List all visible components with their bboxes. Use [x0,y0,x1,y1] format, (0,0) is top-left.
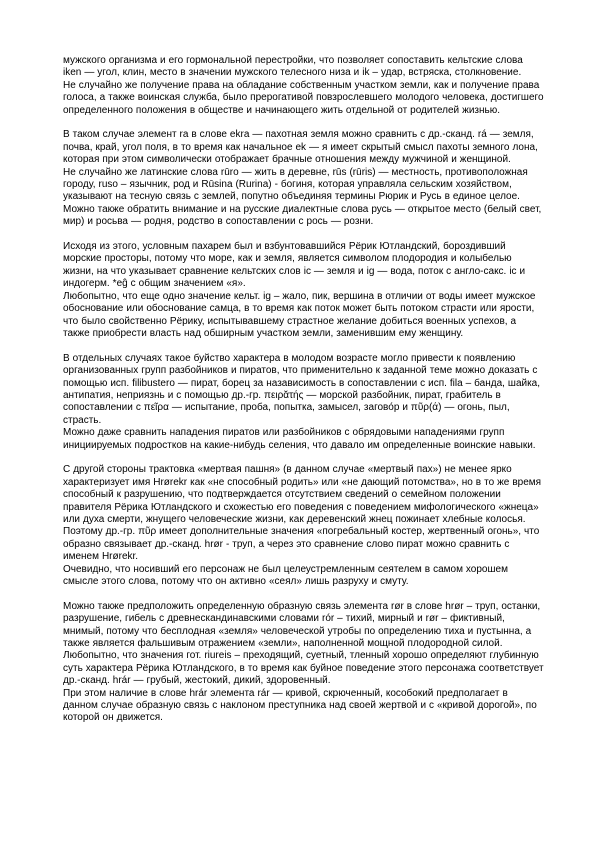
text-block-3 [63,241,544,340]
paragraph: Не случайно же латинские слова rūro — жить в деревне, rūs (rūris) — местность, противоположная городу, ruso – язычник, род и Rūsina (Rurina) - богиня, которая управляла сельским хозяйством, указывают на тесную связь с землей, попутно объединяя термины Рюрик и Русь в единое целое. [63,166,528,203]
paragraph: Исходя из этого, условным пахарем был и взбунтовавшийся Рёрик Ютландский, бороздивший морские просторы, потому что море, как и земля, является символом плодородия и колыбелью жизни, на что указывает сравнение кельтских слов ic — земля и ig — вода, поток с англо-сакс. ic и индогерм. *eĝ с общим значением «я». [63,241,526,290]
paragraph: Можно также обратить внимание и на русские диалектные слова русь — открытое место (белый свет, мир) и росьва — родня, родство в сопоставлении с рось — розни. [63,203,542,228]
paragraph: В таком случае элемент ra в слове ekra — пахотная земля можно сравнить с др.-сканд. rá — земля, почва, край, угол поля, в то время как начальное ek — я имеет скрытый смысл пахоты земного лона, которая при этом символически отображает брачные отношения между мужчиной и женщиной. [63,129,538,166]
paragraph: мужского организма и его гормональной перестройки, что позволяет сопоставить кельтские слова iken — угол, клин, место в значении мужского телесного низа и ik – удар, встряска, столкновение. [63,55,523,79]
paragraph: Очевидно, что носивший его персонаж не был целеустремленным сеятелем в самом хорошем смысле этого слова, потому что он активно «сеял» лишь разруху и смуту. [63,563,508,587]
text-block-6 [63,601,544,725]
text-block-2 [63,129,544,228]
paragraph: Не случайно же получение права на обладание собственным участком земли, как и получение права голоса, а также воинская служба, было прерогативой повзрослевшего молодого человека, достигшего определенного положения в обществе и начинающего жить отдельной от родителей жизнью. [63,79,544,116]
paragraph: Можно также предположить определенную образную связь элемента rør в слове hrør – труп, останки, разрушение, гибель с древнескандинавскими словами rór – тихий, мирный и rør – фиктивный, мнимый, потому что бесплодная «земля» человеческой утробы по определению тиха и пустынна, а также является фальшивым отражением «земли», наполненной мощной плодородной силой. [63,600,541,650]
text-block-5 [63,464,544,588]
paragraph: Можно даже сравнить нападения пиратов или разбойников с обрядовыми нападениями групп инициируемых подростков на какие-нибудь селения, что давало им определенные воинские навыки. [63,427,536,451]
paragraph: Поэтому др.-гр. πῦρ имеет дополнительные значения «погребальный костер, жертвенный огонь», что образно связывает др.-сканд. hrør - труп, а через это сравнение слово пират можно сравнить с именем Hrørekr. [63,526,540,563]
paragraph: В отдельных случаях такое буйство характера в молодом возрасте могло привести к появлению организованных групп разбойников и пиратов, что применительно к заданной теме можно доказать с помощью исп. filibustero — пират, борец за назависимость в сопоставлении с исп. fila – банда, шайка, антипатия, неприязнь и с помощью др.-гр. πειρᾰτής — морской разбойник, пират, грабитель в сопоставлении с πεῖρα — испытание, проба, попытка, замысел, загово́р и πῦρ(ά) — огонь, пыл, страсть. [63,352,541,426]
paragraph: При этом наличие в слове hrár элемента rár — кривой, скрюченный, кособокий предполагает в данном случае образную связь с наклоном преступника над своей жертвой и с «кривой дорогой», по которой он движется. [63,687,537,724]
text-block-4 [63,353,544,452]
paragraph: Любопытно, что еще одно значение кельт. ig – жало, пик, вершина в отличии от воды имеет мужское обоснование или обоснование самца, в то время как поток может быть потоком страсти или ярости, что было свойственно Рёрику, испытывавшему страстное желание добиться военных успехов, а также приобрести власть над обширным участком земли, заменившим ему женщину. [63,290,536,339]
text-block-1 [63,55,544,117]
paragraph: С другой стороны трактовка «мертвая пашня» (в данном случае «мертвый пах») не менее ярко характеризует имя Hrørekr как «не способный родить» или «не дающий потомства», но в то же время способный к разрушению, что подтверждается отсутствием сведений о семейном положении правителя Рёрика Ютландского и схожестью его поведения с поведением мифологического «жнеца» или духа смерти, жнущего человеческие жизни, как деревенский жнец пожинает хлебные колосья. [63,464,542,525]
paragraph: Любопытно, что значения гот. riureis – преходящий, суетный, тленный хорошо определяют глубинную суть характера Рёрика Ютландского, в то время как буйное поведение этого персонажа соответствует др.-сканд. hrár — грубый, жестокий, дикий, здоровенный. [63,650,544,687]
